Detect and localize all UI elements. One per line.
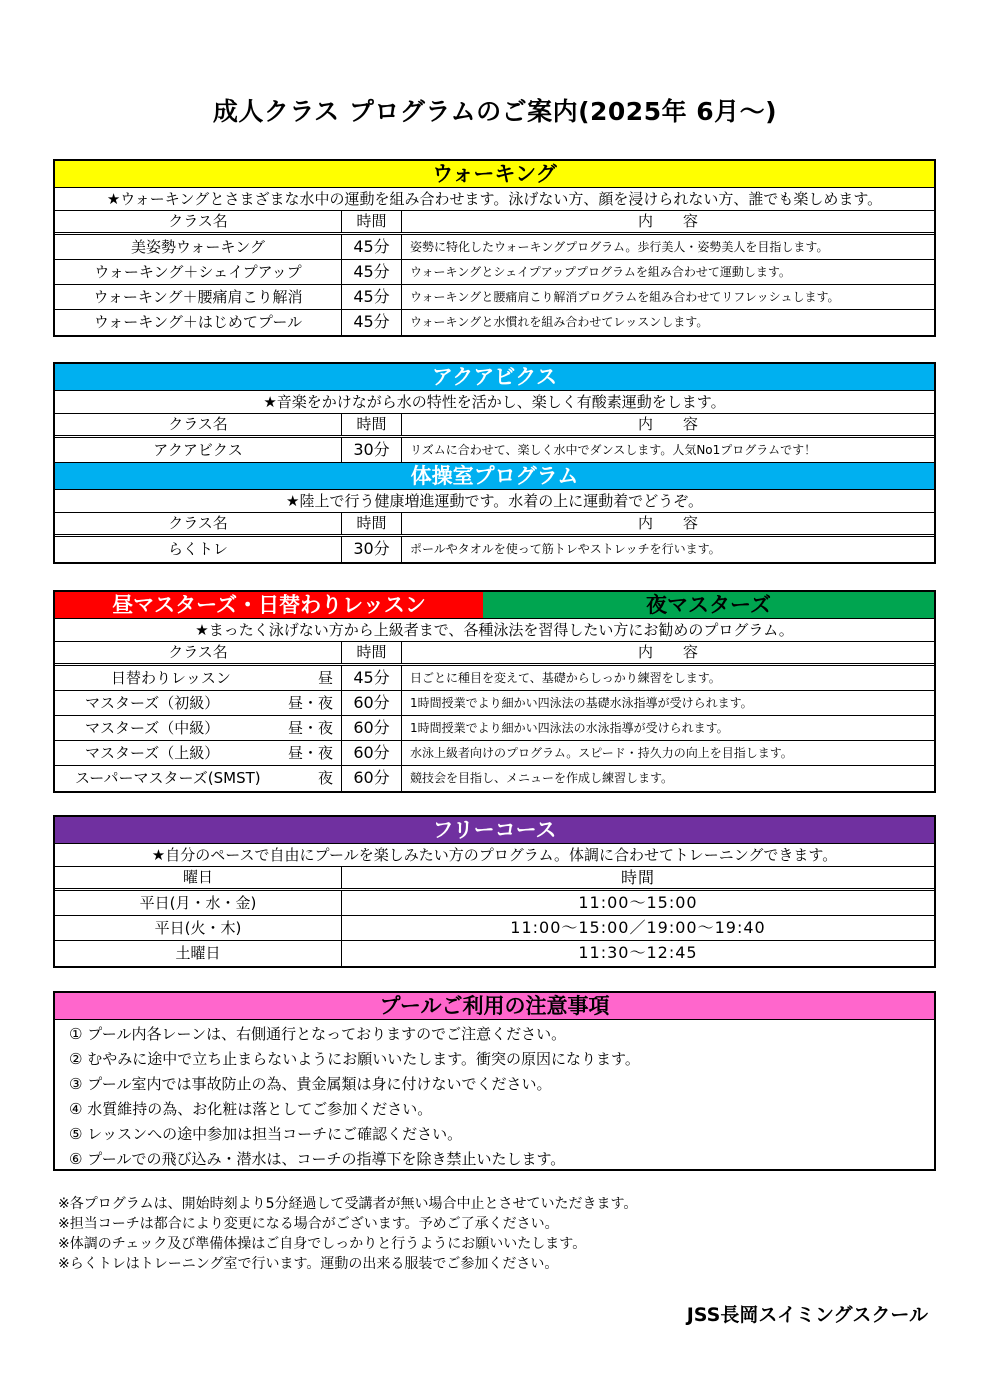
class-content: 日ごとに種目を変えて、基礎からしっかり練習をします。 [410, 671, 721, 685]
header-content: 内容 [637, 514, 728, 532]
table-row [55, 260, 934, 285]
class-content: 1時間授業でより細かい四泳法の基礎水泳指導が受けられます。 [410, 696, 753, 710]
class-time: 60分 [342, 766, 402, 791]
header-content: 内容 [637, 415, 728, 433]
footnote: ※担当コーチは都合により変更になる場合がございます。予めご了承ください。 [58, 1216, 559, 1232]
notice-list [55, 1020, 934, 1172]
header-time: 時間 [342, 211, 402, 232]
header-time: 時間 [342, 513, 402, 534]
header-content: 内容 [637, 643, 728, 661]
free-hours: 11:00～15:00 [578, 893, 698, 912]
class-name-label: 日替わりレッスン [111, 669, 231, 687]
class-content: 水泳上級者向けのプログラム。スピード・持久力の向上を目指します。 [410, 746, 793, 760]
notice-item: ④ 水質維持の為、お化粧は落としてご参加ください。 [69, 1100, 433, 1118]
notice-item: ⑤ レッスンへの途中参加は担当コーチにご確認ください。 [69, 1125, 463, 1143]
class-name-label: マスターズ（初級） [85, 694, 220, 712]
school-name: JSS長岡スイミングスクール [686, 1304, 928, 1326]
table-row [55, 537, 934, 562]
header-day: 曜日 [55, 867, 342, 888]
class-name-label: スーパーマスターズ(SMST) [75, 769, 261, 787]
class-content: 競技会を目指し、メニューを作成し練習します。 [410, 771, 674, 785]
free-day: 平日(火・木) [55, 916, 342, 940]
table-row [55, 235, 934, 260]
class-content: リズムに合わせて、楽しく水中でダンスします。人気No1プログラムです！ [410, 443, 817, 457]
class-name: ウォーキング＋腰痛肩こり解消 [55, 285, 342, 309]
header-time: 時間 [342, 642, 402, 663]
aqua-description: ★音楽をかけながら水の特性を活かし、楽しく有酸素運動をします。 [55, 391, 934, 414]
free-day: 土曜日 [55, 941, 342, 966]
header-class: クラス名 [55, 642, 342, 663]
walking-band: ウォーキング [55, 161, 934, 188]
notice-item: ② むやみに途中で立ち止まらないようにお願いいたします。衝突の原因になります。 [69, 1050, 640, 1068]
class-when: 昼 [317, 669, 333, 687]
class-name: らくトレ [55, 537, 342, 562]
table-row [55, 916, 934, 941]
class-when: 昼・夜 [287, 694, 333, 712]
masters-description: ★まったく泳げない方から上級者まで、各種泳法を習得したい方にお勧めのプログラム。 [55, 619, 934, 642]
free-band: フリーコース [55, 817, 934, 844]
class-content: 姿勢に特化したウォーキングプログラム。歩行美人・姿勢美人を目指します。 [410, 240, 829, 254]
class-name [55, 716, 342, 740]
free-description: ★自分のペースで自由にプールを楽しみたい方のプログラム。体調に合わせてトレーニングできます。 [55, 844, 934, 867]
class-name-label: マスターズ（上級） [85, 744, 220, 762]
class-name-label: マスターズ（中級） [85, 719, 220, 737]
masters-bands [55, 592, 934, 619]
table-row [55, 438, 934, 463]
class-when: 昼・夜 [287, 744, 333, 762]
class-content: 1時間授業でより細かい四泳法の水泳指導が受けられます。 [410, 721, 729, 735]
table-row [55, 766, 934, 791]
class-time: 30分 [342, 537, 402, 562]
class-time: 45分 [342, 235, 402, 259]
table-row [55, 666, 934, 691]
class-name [55, 691, 342, 715]
class-content: ウォーキングと腰痛肩こり解消プログラムを組み合わせてリフレッシュします。 [410, 290, 840, 304]
table-row [55, 891, 934, 916]
header-class: クラス名 [55, 211, 342, 232]
class-content: ウォーキングとシェイプアッププログラムを組み合わせて運動します。 [410, 265, 791, 279]
class-name: ウォーキング＋シェイプアップ [55, 260, 342, 284]
table-row [55, 285, 934, 310]
table-header [55, 414, 934, 438]
masters-section [53, 590, 936, 793]
class-time: 45分 [342, 310, 402, 335]
header-hours: 時間 [620, 868, 655, 887]
gym-description: ★陸上で行う健康増進運動です。水着の上に運動着でどうぞ。 [55, 490, 934, 513]
class-when: 昼・夜 [287, 719, 333, 737]
notice-item: ① プール内各レーンは、右側通行となっておりますのでご注意ください。 [69, 1025, 567, 1043]
class-time: 45分 [342, 260, 402, 284]
class-name [55, 766, 342, 791]
class-time: 60分 [342, 741, 402, 765]
free-hours: 11:30～12:45 [578, 943, 698, 962]
class-name [55, 666, 342, 690]
class-time: 45分 [342, 666, 402, 690]
walking-description: ★ウォーキングとさまざまな水中の運動を組み合わせます。泳げない方、顔を浸けられない方、誰でも楽しめます。 [55, 188, 934, 211]
gym-band: 体操室プログラム [55, 463, 934, 490]
table-row [55, 310, 934, 335]
class-time: 60分 [342, 716, 402, 740]
table-header [55, 642, 934, 666]
class-when: 夜 [317, 769, 333, 787]
day-masters-band: 昼マスターズ・日替わりレッスン [55, 592, 483, 618]
class-time: 30分 [342, 438, 402, 462]
footnote: ※各プログラムは、開始時刻より5分経過して受講者が無い場合中止とさせていただきます。 [58, 1196, 638, 1212]
table-row [55, 941, 934, 966]
notice-item: ③ プール室内では事故防止の為、貴金属類は身に付けないでください。 [69, 1075, 552, 1093]
page-title: 成人クラス プログラムのご案内(2025年 6月～) [212, 97, 778, 126]
table-row [55, 741, 934, 766]
footnotes [58, 1194, 637, 1274]
class-content: ウォーキングと水慣れを組み合わせてレッスンします。 [410, 315, 709, 329]
header-content: 内容 [637, 212, 728, 230]
class-name: 美姿勢ウォーキング [55, 235, 342, 259]
class-time: 45分 [342, 285, 402, 309]
walking-section [53, 159, 936, 337]
table-header [55, 867, 934, 891]
table-row [55, 691, 934, 716]
class-time: 60分 [342, 691, 402, 715]
aqua-section [53, 362, 936, 564]
class-name: ウォーキング＋はじめてプール [55, 310, 342, 335]
class-name [55, 741, 342, 765]
notice-item: ⑥ プールでの飛び込み・潜水は、コーチの指導下を除き禁止いたします。 [69, 1150, 566, 1168]
free-day: 平日(月・水・金) [55, 891, 342, 915]
notice-section [53, 991, 936, 1171]
footnote: ※体調のチェック及び準備体操はご自身でしっかりと行うようにお願いいたします。 [58, 1236, 587, 1252]
class-name: アクアビクス [55, 438, 342, 462]
header-class: クラス名 [55, 513, 342, 534]
night-masters-band: 夜マスターズ [483, 592, 934, 618]
free-hours: 11:00～15:00／19:00～19:40 [510, 918, 766, 937]
aqua-band: アクアビクス [55, 364, 934, 391]
header-time: 時間 [342, 414, 402, 435]
notice-band: プールご利用の注意事項 [55, 993, 934, 1020]
table-header [55, 513, 934, 537]
header-class: クラス名 [55, 414, 342, 435]
free-section [53, 815, 936, 968]
table-row [55, 716, 934, 741]
class-content: ポールやタオルを使って筋トレやストレッチを行います。 [410, 542, 721, 556]
footnote: ※らくトレはトレーニング室で行います。運動の出来る服装でご参加ください。 [58, 1256, 559, 1272]
table-header [55, 211, 934, 235]
